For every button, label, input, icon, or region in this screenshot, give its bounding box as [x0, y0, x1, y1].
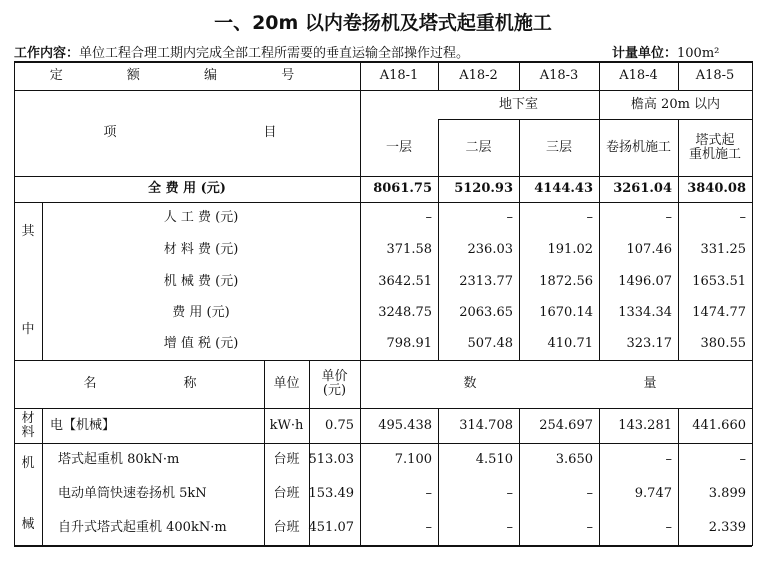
quota-code: A18-4	[619, 67, 658, 83]
cost-value: 191.02	[547, 242, 593, 257]
subitem-label: 一层	[385, 139, 412, 155]
cost-row-label: 材 料 费 (元)	[163, 242, 239, 257]
resource-name: 电【机械】	[50, 417, 116, 433]
cost-value: –	[586, 210, 593, 225]
group-underground: 地下室	[498, 96, 538, 112]
materials-label: 材 料	[21, 410, 35, 440]
of-which-label: 中	[21, 322, 35, 337]
resource-qty: –	[739, 452, 746, 467]
machinery-label: 械	[21, 517, 35, 532]
cost-value: 798.91	[386, 336, 432, 351]
unit-of-measure	[612, 42, 719, 61]
cost-value: 507.48	[467, 336, 513, 351]
cost-value: 331.25	[700, 242, 746, 257]
price-header: 单价 (元)	[321, 369, 348, 398]
subitem-label: 塔式起 重机施工	[688, 132, 741, 162]
cost-value: 410.71	[547, 336, 593, 351]
cost-row-label: 机 械 费 (元)	[163, 273, 239, 289]
cost-value: 371.58	[386, 242, 432, 257]
resource-unit: 台班	[273, 486, 300, 501]
resource-qty: –	[506, 520, 513, 535]
page-title: 一、20m 以内卷扬机及塔式起重机施工	[214, 12, 552, 34]
cost-value: 1474.77	[692, 304, 746, 320]
resource-unit: 台班	[273, 452, 300, 467]
resource-qty: 3.650	[555, 452, 593, 467]
resource-name: 塔式起重机 80kN·m	[58, 452, 180, 467]
quota-code: A18-5	[695, 67, 735, 83]
quota-code-label: 定 额 编 号	[49, 67, 325, 83]
quota-code: A18-1	[379, 67, 419, 83]
cost-value: 1670.14	[539, 304, 593, 320]
resource-qty: –	[425, 486, 432, 501]
resource-qty: –	[425, 520, 432, 535]
cost-value: –	[425, 210, 432, 225]
machinery-label: 机	[21, 456, 35, 471]
resource-qty: –	[665, 452, 672, 467]
subitem-label: 二层	[465, 139, 492, 155]
work-content-label: 工作内容：	[14, 46, 80, 61]
resource-price: 0.75	[325, 417, 354, 433]
work-content	[14, 42, 469, 61]
cost-value: 1653.51	[692, 273, 746, 289]
resource-price: 451.07	[308, 520, 354, 535]
cost-value: 3248.75	[378, 304, 432, 320]
qty-header: 数	[463, 376, 477, 391]
resource-qty: –	[665, 520, 672, 535]
item-label: 项	[103, 125, 117, 140]
total-value: 3261.04	[613, 181, 672, 196]
grid-line	[14, 545, 752, 547]
cost-row-label: 人 工 费 (元)	[163, 210, 239, 225]
name-header: 称	[183, 376, 197, 391]
cost-value: 236.03	[467, 242, 513, 257]
cost-value: –	[665, 210, 672, 225]
resource-price: 513.03	[308, 452, 354, 467]
resource-qty: 2.339	[708, 520, 746, 535]
subitem-label: 三层	[545, 139, 572, 155]
resource-qty: 254.697	[539, 417, 593, 433]
cost-value: 1334.34	[618, 304, 672, 320]
resource-unit: kW·h	[269, 417, 304, 433]
unit-value: 100m²	[677, 46, 720, 61]
cost-value: 1496.07	[618, 273, 672, 289]
group-eaves: 檐高 20m 以内	[630, 96, 721, 112]
cost-value: 1872.56	[539, 273, 593, 289]
cost-row-label: 增 值 税 (元)	[163, 336, 239, 351]
cost-value: 3642.51	[378, 273, 432, 289]
resource-price: 153.49	[308, 486, 354, 501]
resource-qty: 143.281	[618, 417, 672, 433]
resource-qty: 9.747	[634, 486, 672, 501]
resource-qty: –	[586, 520, 593, 535]
total-value: 5120.93	[454, 181, 513, 196]
work-content-text: 单位工程合理工期内完成全部工程所需要的垂直运输全部操作过程。	[79, 46, 470, 61]
cost-value: 2313.77	[459, 273, 513, 289]
grid-line	[42, 408, 43, 546]
cost-value: 2063.65	[459, 304, 513, 320]
total-value: 8061.75	[373, 181, 432, 196]
cost-value: –	[506, 210, 513, 225]
unit-label: 计量单位：	[612, 46, 678, 61]
qty-header: 量	[643, 376, 657, 391]
cost-value: 323.17	[626, 336, 672, 351]
cost-value: –	[739, 210, 746, 225]
resource-unit: 台班	[273, 520, 300, 535]
quota-code: A18-2	[459, 67, 498, 83]
grid-line	[752, 61, 753, 546]
resource-qty: 495.438	[378, 417, 432, 433]
resource-qty: 7.100	[394, 452, 432, 467]
cost-row-label: 费 用 (元)	[172, 304, 230, 320]
total-value: 3840.08	[687, 181, 746, 196]
resource-qty: –	[586, 486, 593, 501]
unit-header: 单位	[273, 376, 300, 391]
name-header: 名	[83, 376, 97, 391]
total-value: 4144.43	[534, 181, 593, 196]
resource-qty: 4.510	[475, 452, 513, 467]
subitem-label: 卷扬机施工	[605, 139, 671, 155]
resource-qty: 314.708	[459, 417, 513, 433]
total-label: 全 费 用 (元)	[148, 181, 226, 196]
resource-qty: 3.899	[708, 486, 746, 501]
resource-qty: –	[506, 486, 513, 501]
quota-code: A18-3	[539, 67, 579, 83]
item-label: 目	[263, 125, 277, 140]
resource-name: 自升式塔式起重机 400kN·m	[58, 520, 227, 535]
resource-name: 电动单筒快速卷扬机 5kN	[58, 486, 207, 501]
resource-qty: 441.660	[692, 417, 746, 433]
of-which-label: 其	[21, 224, 35, 239]
cost-value: 380.55	[700, 336, 746, 351]
cost-value: 107.46	[626, 242, 672, 257]
